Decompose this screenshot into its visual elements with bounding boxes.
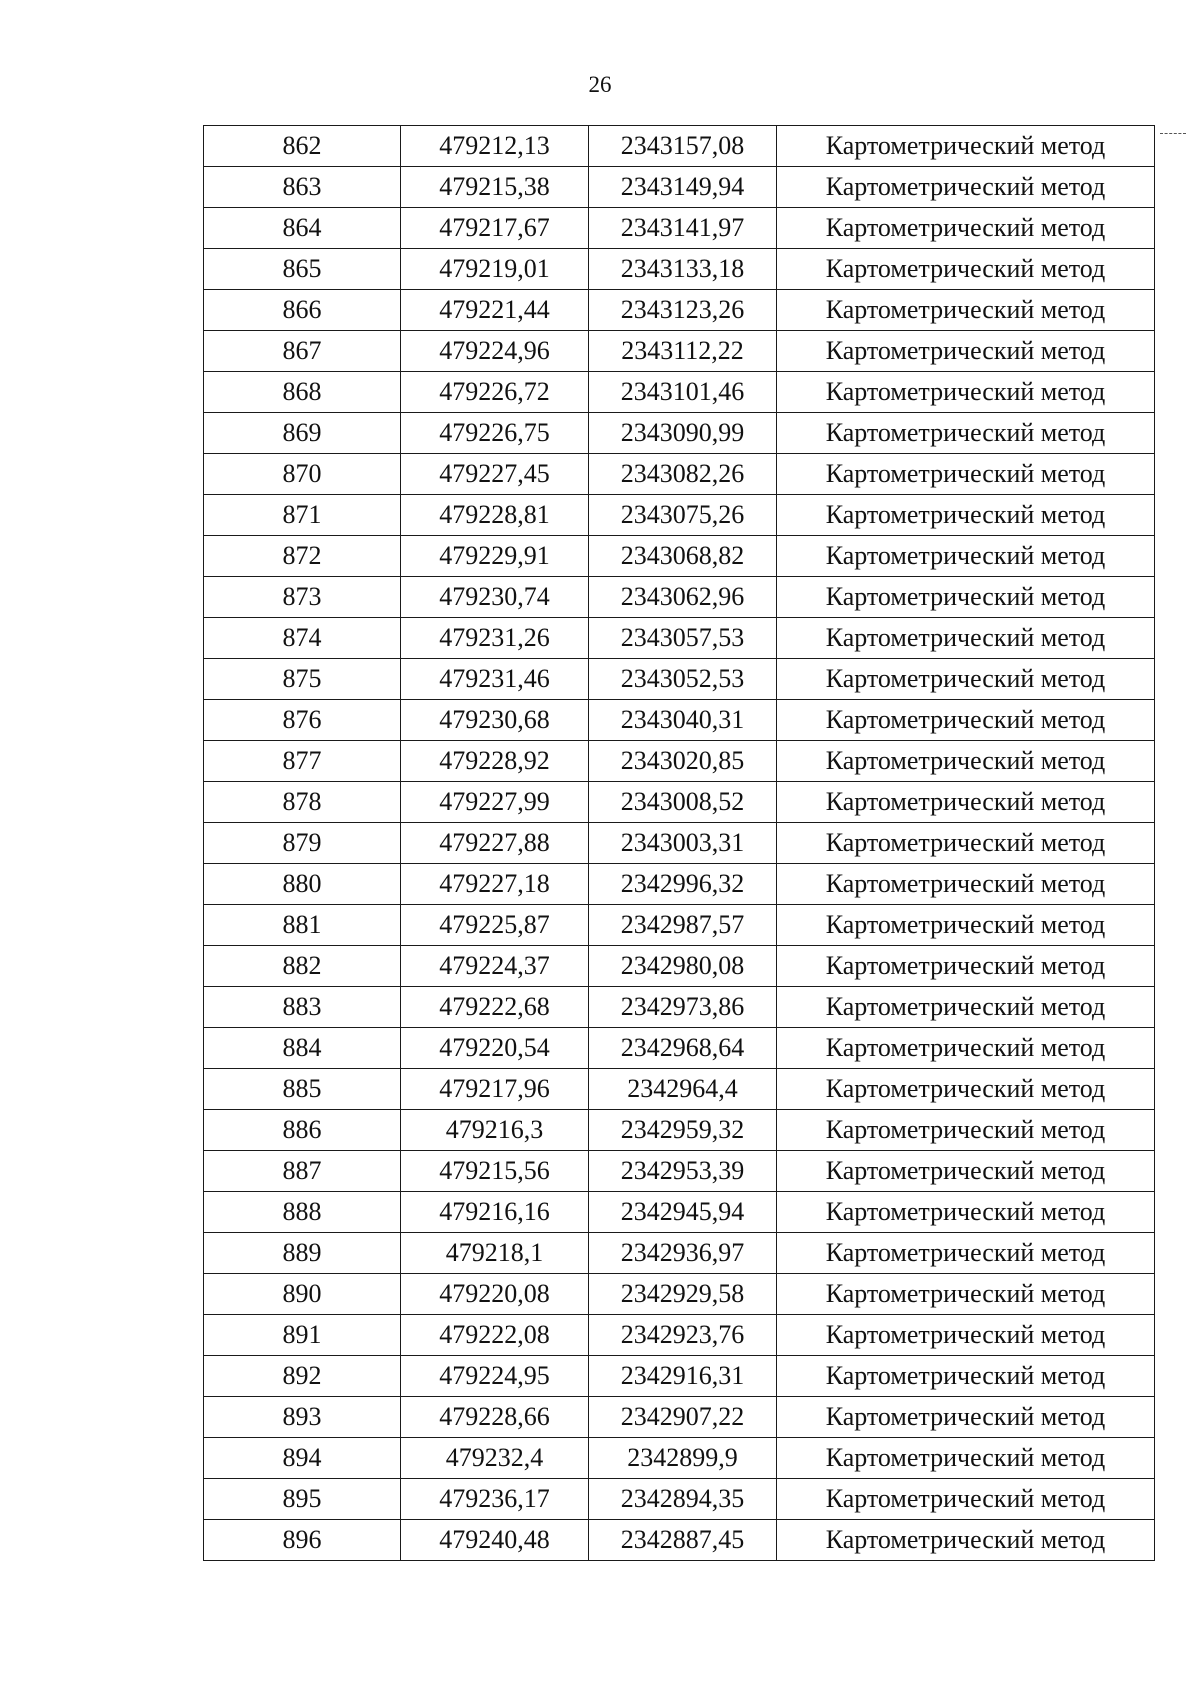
method-cell: Картометрический метод (777, 1233, 1155, 1274)
y-coordinate-cell: 2342923,76 (589, 1315, 777, 1356)
method-cell: Картометрический метод (777, 167, 1155, 208)
x-coordinate-cell: 479228,81 (401, 495, 589, 536)
point-number-cell: 863 (204, 167, 401, 208)
point-number-cell: 882 (204, 946, 401, 987)
method-cell: Картометрический метод (777, 372, 1155, 413)
y-coordinate-cell: 2343141,97 (589, 208, 777, 249)
y-coordinate-cell: 2342887,45 (589, 1520, 777, 1561)
y-coordinate-cell: 2343133,18 (589, 249, 777, 290)
point-number-cell: 889 (204, 1233, 401, 1274)
method-cell: Картометрический метод (777, 1192, 1155, 1233)
point-number-cell: 864 (204, 208, 401, 249)
table-row (204, 905, 1155, 946)
y-coordinate-cell: 2342987,57 (589, 905, 777, 946)
point-number-cell: 871 (204, 495, 401, 536)
x-coordinate-cell: 479227,88 (401, 823, 589, 864)
method-cell: Картометрический метод (777, 987, 1155, 1028)
method-cell: Картометрический метод (777, 823, 1155, 864)
x-coordinate-cell: 479215,56 (401, 1151, 589, 1192)
method-cell: Картометрический метод (777, 208, 1155, 249)
coordinates-table-body (204, 126, 1155, 1561)
x-coordinate-cell: 479218,1 (401, 1233, 589, 1274)
method-cell: Картометрический метод (777, 741, 1155, 782)
y-coordinate-cell: 2342959,32 (589, 1110, 777, 1151)
table-row (204, 1192, 1155, 1233)
x-coordinate-cell: 479215,38 (401, 167, 589, 208)
y-coordinate-cell: 2343157,08 (589, 126, 777, 167)
x-coordinate-cell: 479229,91 (401, 536, 589, 577)
x-coordinate-cell: 479224,96 (401, 331, 589, 372)
table-row (204, 249, 1155, 290)
table-row (204, 1397, 1155, 1438)
x-coordinate-cell: 479228,92 (401, 741, 589, 782)
x-coordinate-cell: 479231,46 (401, 659, 589, 700)
table-row (204, 1233, 1155, 1274)
y-coordinate-cell: 2343040,31 (589, 700, 777, 741)
table-row (204, 290, 1155, 331)
x-coordinate-cell: 479231,26 (401, 618, 589, 659)
table-row (204, 413, 1155, 454)
method-cell: Картометрический метод (777, 536, 1155, 577)
method-cell: Картометрический метод (777, 454, 1155, 495)
y-coordinate-cell: 2342936,97 (589, 1233, 777, 1274)
method-cell: Картометрический метод (777, 659, 1155, 700)
y-coordinate-cell: 2343003,31 (589, 823, 777, 864)
method-cell: Картометрический метод (777, 700, 1155, 741)
y-coordinate-cell: 2342945,94 (589, 1192, 777, 1233)
method-cell: Картометрический метод (777, 1315, 1155, 1356)
x-coordinate-cell: 479228,66 (401, 1397, 589, 1438)
x-coordinate-cell: 479230,74 (401, 577, 589, 618)
table-row (204, 823, 1155, 864)
y-coordinate-cell: 2342968,64 (589, 1028, 777, 1069)
y-coordinate-cell: 2343090,99 (589, 413, 777, 454)
method-cell: Картометрический метод (777, 1479, 1155, 1520)
point-number-cell: 881 (204, 905, 401, 946)
point-number-cell: 870 (204, 454, 401, 495)
method-cell: Картометрический метод (777, 126, 1155, 167)
y-coordinate-cell: 2343062,96 (589, 577, 777, 618)
y-coordinate-cell: 2342996,32 (589, 864, 777, 905)
point-number-cell: 887 (204, 1151, 401, 1192)
y-coordinate-cell: 2343149,94 (589, 167, 777, 208)
point-number-cell: 880 (204, 864, 401, 905)
table-row (204, 577, 1155, 618)
table-row (204, 1356, 1155, 1397)
y-coordinate-cell: 2342980,08 (589, 946, 777, 987)
x-coordinate-cell: 479221,44 (401, 290, 589, 331)
y-coordinate-cell: 2342964,4 (589, 1069, 777, 1110)
point-number-cell: 867 (204, 331, 401, 372)
y-coordinate-cell: 2343075,26 (589, 495, 777, 536)
x-coordinate-cell: 479219,01 (401, 249, 589, 290)
point-number-cell: 862 (204, 126, 401, 167)
method-cell: Картометрический метод (777, 577, 1155, 618)
method-cell: Картометрический метод (777, 1069, 1155, 1110)
x-coordinate-cell: 479230,68 (401, 700, 589, 741)
y-coordinate-cell: 2342973,86 (589, 987, 777, 1028)
page-number: 26 (588, 72, 612, 97)
table-row (204, 864, 1155, 905)
y-coordinate-cell: 2343008,52 (589, 782, 777, 823)
point-number-cell: 886 (204, 1110, 401, 1151)
table-row (204, 1028, 1155, 1069)
y-coordinate-cell: 2342894,35 (589, 1479, 777, 1520)
point-number-cell: 891 (204, 1315, 401, 1356)
point-number-cell: 884 (204, 1028, 401, 1069)
y-coordinate-cell: 2342907,22 (589, 1397, 777, 1438)
table-row (204, 1438, 1155, 1479)
x-coordinate-cell: 479222,68 (401, 987, 589, 1028)
method-cell: Картометрический метод (777, 249, 1155, 290)
x-coordinate-cell: 479224,95 (401, 1356, 589, 1397)
point-number-cell: 895 (204, 1479, 401, 1520)
y-coordinate-cell: 2343112,22 (589, 331, 777, 372)
y-coordinate-cell: 2342916,31 (589, 1356, 777, 1397)
x-coordinate-cell: 479220,08 (401, 1274, 589, 1315)
point-number-cell: 875 (204, 659, 401, 700)
point-number-cell: 896 (204, 1520, 401, 1561)
table-row (204, 1069, 1155, 1110)
method-cell: Картометрический метод (777, 864, 1155, 905)
point-number-cell: 869 (204, 413, 401, 454)
table-row (204, 1520, 1155, 1561)
method-cell: Картометрический метод (777, 1110, 1155, 1151)
method-cell: Картометрический метод (777, 1356, 1155, 1397)
point-number-cell: 868 (204, 372, 401, 413)
method-cell: Картометрический метод (777, 1151, 1155, 1192)
x-coordinate-cell: 479217,67 (401, 208, 589, 249)
table-row (204, 618, 1155, 659)
y-coordinate-cell: 2342899,9 (589, 1438, 777, 1479)
method-cell: Картометрический метод (777, 1397, 1155, 1438)
table-row (204, 167, 1155, 208)
table-row (204, 987, 1155, 1028)
point-number-cell: 894 (204, 1438, 401, 1479)
x-coordinate-cell: 479227,45 (401, 454, 589, 495)
x-coordinate-cell: 479240,48 (401, 1520, 589, 1561)
point-number-cell: 893 (204, 1397, 401, 1438)
point-number-cell: 879 (204, 823, 401, 864)
method-cell: Картометрический метод (777, 1028, 1155, 1069)
point-number-cell: 888 (204, 1192, 401, 1233)
point-number-cell: 878 (204, 782, 401, 823)
y-coordinate-cell: 2343082,26 (589, 454, 777, 495)
y-coordinate-cell: 2343123,26 (589, 290, 777, 331)
y-coordinate-cell: 2342953,39 (589, 1151, 777, 1192)
y-coordinate-cell: 2343020,85 (589, 741, 777, 782)
point-number-cell: 877 (204, 741, 401, 782)
table-row (204, 1479, 1155, 1520)
table-row (204, 700, 1155, 741)
table-row (204, 372, 1155, 413)
table-row (204, 1315, 1155, 1356)
table-row (204, 536, 1155, 577)
x-coordinate-cell: 479232,4 (401, 1438, 589, 1479)
x-coordinate-cell: 479217,96 (401, 1069, 589, 1110)
x-coordinate-cell: 479224,37 (401, 946, 589, 987)
x-coordinate-cell: 479226,75 (401, 413, 589, 454)
x-coordinate-cell: 479226,72 (401, 372, 589, 413)
point-number-cell: 892 (204, 1356, 401, 1397)
table-row (204, 1151, 1155, 1192)
x-coordinate-cell: 479216,16 (401, 1192, 589, 1233)
table-row (204, 1110, 1155, 1151)
table-row (204, 454, 1155, 495)
x-coordinate-cell: 479216,3 (401, 1110, 589, 1151)
table-row (204, 659, 1155, 700)
method-cell: Картометрический метод (777, 331, 1155, 372)
method-cell: Картометрический метод (777, 413, 1155, 454)
method-cell: Картометрический метод (777, 1520, 1155, 1561)
table-row (204, 946, 1155, 987)
table-row (204, 741, 1155, 782)
method-cell: Картометрический метод (777, 618, 1155, 659)
x-coordinate-cell: 479227,18 (401, 864, 589, 905)
x-coordinate-cell: 479227,99 (401, 782, 589, 823)
x-coordinate-cell: 479222,08 (401, 1315, 589, 1356)
table-row (204, 1274, 1155, 1315)
scan-artifact-mark (1160, 133, 1186, 134)
x-coordinate-cell: 479225,87 (401, 905, 589, 946)
point-number-cell: 866 (204, 290, 401, 331)
table-row (204, 208, 1155, 249)
table-row (204, 126, 1155, 167)
point-number-cell: 883 (204, 987, 401, 1028)
y-coordinate-cell: 2343068,82 (589, 536, 777, 577)
method-cell: Картометрический метод (777, 946, 1155, 987)
point-number-cell: 874 (204, 618, 401, 659)
method-cell: Картометрический метод (777, 495, 1155, 536)
method-cell: Картометрический метод (777, 905, 1155, 946)
method-cell: Картометрический метод (777, 1274, 1155, 1315)
x-coordinate-cell: 479212,13 (401, 126, 589, 167)
point-number-cell: 865 (204, 249, 401, 290)
method-cell: Картометрический метод (777, 782, 1155, 823)
table-row (204, 495, 1155, 536)
method-cell: Картометрический метод (777, 290, 1155, 331)
point-number-cell: 890 (204, 1274, 401, 1315)
point-number-cell: 873 (204, 577, 401, 618)
y-coordinate-cell: 2342929,58 (589, 1274, 777, 1315)
y-coordinate-cell: 2343057,53 (589, 618, 777, 659)
coordinates-table (203, 125, 1155, 1561)
method-cell: Картометрический метод (777, 1438, 1155, 1479)
point-number-cell: 876 (204, 700, 401, 741)
point-number-cell: 885 (204, 1069, 401, 1110)
x-coordinate-cell: 479220,54 (401, 1028, 589, 1069)
y-coordinate-cell: 2343101,46 (589, 372, 777, 413)
y-coordinate-cell: 2343052,53 (589, 659, 777, 700)
table-row (204, 331, 1155, 372)
point-number-cell: 872 (204, 536, 401, 577)
x-coordinate-cell: 479236,17 (401, 1479, 589, 1520)
table-row (204, 782, 1155, 823)
